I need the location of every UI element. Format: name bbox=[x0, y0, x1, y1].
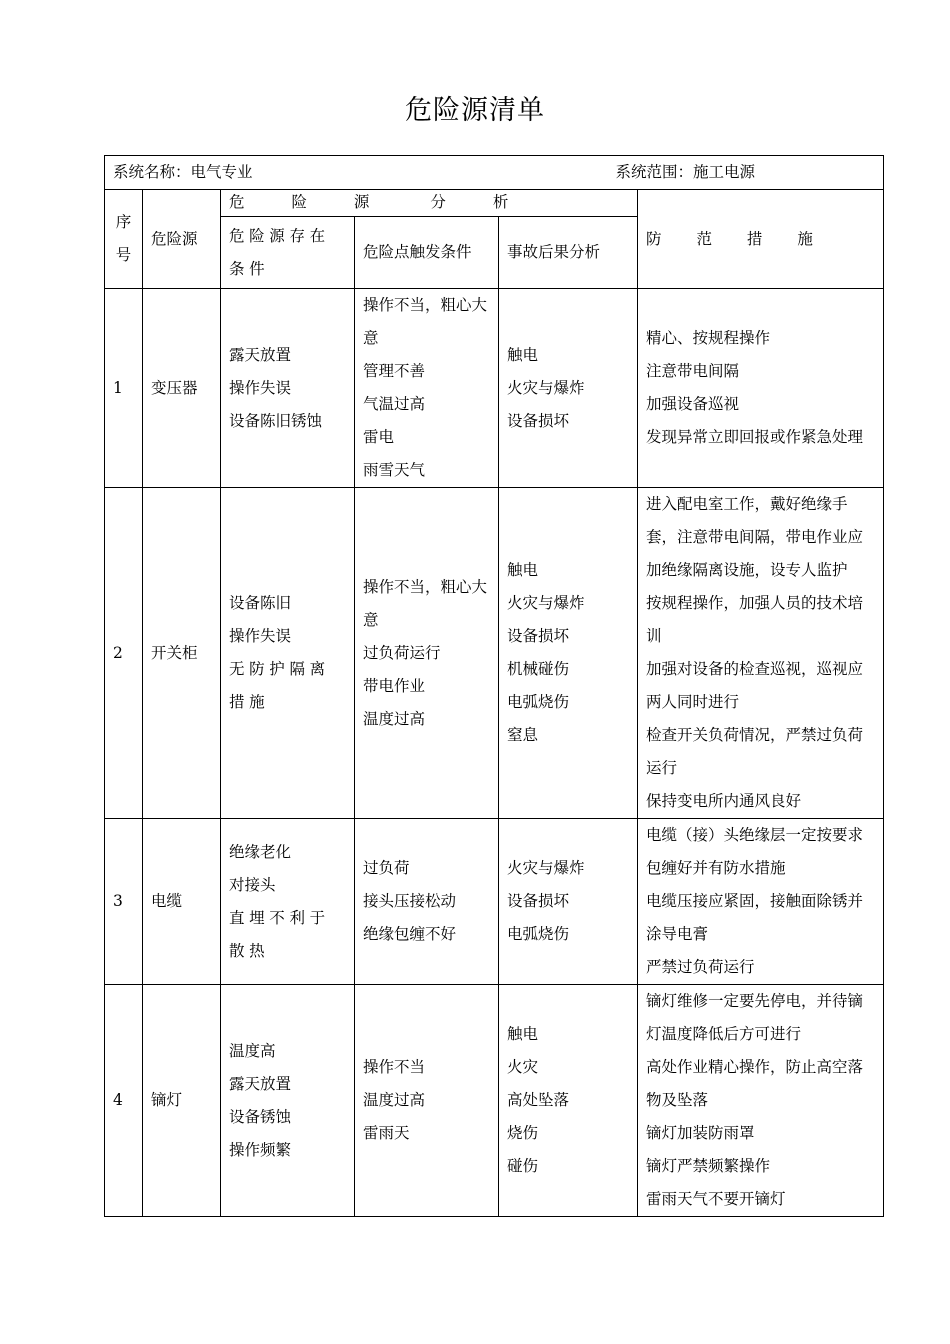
row-measures bbox=[638, 985, 884, 1217]
measure-item: 按规程操作，加强人员的技术培训 bbox=[646, 594, 864, 645]
row-hazard: 变压器 bbox=[143, 289, 221, 488]
row-measures bbox=[638, 488, 884, 819]
consequence-item: 火灾与爆炸 bbox=[507, 378, 585, 397]
measure-item: 高处作业精心操作，防止高空落物及坠落 bbox=[646, 1058, 864, 1109]
consequence-item: 火灾与爆炸 bbox=[507, 594, 585, 612]
consequence-item: 电弧烧伤 bbox=[507, 925, 570, 943]
header-consequence: 事故后果分析 bbox=[499, 217, 638, 289]
measure-item: 镝灯严禁频繁操作 bbox=[646, 1157, 771, 1175]
header-measures-0: 防 bbox=[646, 229, 662, 248]
condition-item: 操作频繁 bbox=[229, 1140, 292, 1159]
row-conditions bbox=[221, 819, 355, 985]
trigger-item: 操作不当，粗心大意 bbox=[363, 296, 488, 347]
trigger-item: 雷雨天 bbox=[363, 1124, 410, 1142]
measure-item: 电缆压接应紧固，接触面除锈并涂导电膏 bbox=[646, 892, 864, 943]
header-analysis-1: 险 bbox=[291, 193, 307, 211]
row-triggers bbox=[355, 289, 499, 488]
hazard-table bbox=[104, 155, 884, 1217]
consequence-item: 烧伤 bbox=[507, 1124, 539, 1142]
condition-item: 直埋不利于散热 bbox=[229, 908, 330, 960]
header-seq-1: 序 bbox=[115, 213, 132, 231]
row-conditions bbox=[221, 985, 355, 1217]
row-consequences bbox=[499, 985, 638, 1217]
trigger-item: 温度过高 bbox=[363, 1091, 426, 1109]
measure-item: 雷雨天气不要开镝灯 bbox=[646, 1190, 786, 1208]
consequence-item: 电弧烧伤 bbox=[507, 693, 570, 711]
measure-item: 检查开关负荷情况，严禁过负荷运行 bbox=[646, 726, 864, 777]
trigger-item: 管理不善 bbox=[363, 362, 426, 380]
trigger-item: 过负荷 bbox=[363, 859, 410, 877]
header-seq-2: 号 bbox=[115, 246, 132, 264]
condition-item: 无防护隔离措施 bbox=[229, 660, 330, 711]
measure-item: 加强对设备的检查巡视，巡视应两人同时进行 bbox=[646, 660, 864, 711]
header-trigger: 危险点触发条件 bbox=[355, 217, 499, 289]
trigger-item: 气温过高 bbox=[363, 395, 426, 413]
trigger-item: 绝缘包缠不好 bbox=[363, 925, 457, 943]
measure-item: 进入配电室工作，戴好绝缘手套，注意带电间隔，带电作业应加绝缘隔离设施，设专人监护 bbox=[646, 495, 864, 579]
row-seq: 1 bbox=[105, 289, 143, 488]
header-measures-3: 施 bbox=[797, 229, 813, 248]
condition-item: 温度高 bbox=[229, 1041, 276, 1060]
consequence-item: 机械碰伤 bbox=[507, 660, 570, 678]
consequence-item: 碰伤 bbox=[507, 1157, 539, 1175]
row-triggers bbox=[355, 819, 499, 985]
condition-item: 设备锈蚀 bbox=[229, 1107, 292, 1126]
header-analysis-4: 析 bbox=[492, 193, 509, 211]
condition-item: 设备陈旧 bbox=[229, 594, 292, 612]
header-analysis-2: 源 bbox=[353, 193, 370, 211]
row-triggers bbox=[355, 985, 499, 1217]
header-measures-1: 范 bbox=[696, 229, 712, 248]
consequence-item: 设备损坏 bbox=[507, 627, 570, 645]
consequence-item: 高处坠落 bbox=[507, 1091, 570, 1109]
row-measures bbox=[638, 289, 884, 488]
measure-item: 保持变电所内通风良好 bbox=[646, 792, 802, 810]
table-row bbox=[105, 289, 884, 488]
condition-item: 操作失误 bbox=[229, 378, 292, 397]
trigger-item: 接头压接松动 bbox=[363, 892, 457, 910]
header-analysis-3: 分 bbox=[430, 193, 446, 211]
header-measures-2: 措 bbox=[746, 229, 763, 248]
measure-item: 精心、按规程操作 bbox=[646, 329, 771, 347]
consequence-item: 火灾 bbox=[507, 1058, 539, 1076]
page-title: 危险源清单 bbox=[405, 95, 545, 126]
header-condition: 危险源存在条件 bbox=[229, 226, 330, 278]
row-conditions bbox=[221, 488, 355, 819]
condition-item: 设备陈旧锈蚀 bbox=[229, 411, 323, 430]
system-scope: 系统范围：施工电源 bbox=[615, 163, 756, 181]
consequence-item: 设备损坏 bbox=[507, 411, 570, 430]
table-row bbox=[105, 819, 884, 985]
row-hazard: 镝灯 bbox=[143, 985, 221, 1217]
measure-item: 电缆（接）头绝缘层一定按要求包缠好并有防水措施 bbox=[646, 826, 864, 877]
system-name: 系统名称：电气专业 bbox=[113, 163, 253, 181]
header-seq bbox=[105, 190, 143, 289]
condition-item: 操作失误 bbox=[229, 627, 292, 645]
row-hazard: 开关柜 bbox=[143, 488, 221, 819]
trigger-item: 雷电 bbox=[363, 428, 395, 446]
measure-item: 发现异常立即回报或作紧急处理 bbox=[646, 428, 864, 446]
table-row bbox=[105, 488, 884, 819]
header-hazard: 危险源 bbox=[143, 190, 221, 289]
row-hazard: 电缆 bbox=[143, 819, 221, 985]
header-analysis bbox=[221, 190, 638, 217]
table-row bbox=[105, 985, 884, 1217]
row-consequences bbox=[499, 819, 638, 985]
system-info-row bbox=[105, 156, 884, 190]
measure-item: 镝灯维修一定要先停电，并待镝灯温度降低后方可进行 bbox=[646, 992, 864, 1043]
measure-item: 严禁过负荷运行 bbox=[646, 958, 755, 976]
condition-item: 露天放置 bbox=[229, 345, 292, 364]
row-seq: 4 bbox=[105, 985, 143, 1217]
trigger-item: 带电作业 bbox=[363, 676, 426, 695]
consequence-item: 窒息 bbox=[507, 726, 539, 744]
consequence-item: 设备损坏 bbox=[507, 892, 570, 910]
measure-item: 加强设备巡视 bbox=[646, 395, 740, 413]
row-triggers bbox=[355, 488, 499, 819]
condition-item: 露天放置 bbox=[229, 1074, 292, 1093]
consequence-item: 触电 bbox=[507, 345, 539, 364]
trigger-item: 雨雪天气 bbox=[363, 461, 426, 479]
trigger-item: 操作不当，粗心大意 bbox=[363, 577, 488, 629]
row-conditions bbox=[221, 289, 355, 488]
measure-item: 镝灯加装防雨罩 bbox=[646, 1124, 755, 1142]
header-row-1 bbox=[105, 190, 884, 217]
row-consequences bbox=[499, 289, 638, 488]
row-seq: 2 bbox=[105, 488, 143, 819]
trigger-item: 过负荷运行 bbox=[363, 643, 441, 662]
row-measures bbox=[638, 819, 884, 985]
row-consequences bbox=[499, 488, 638, 819]
header-measures bbox=[638, 190, 884, 289]
header-analysis-0: 危 bbox=[229, 193, 245, 211]
measure-item: 注意带电间隔 bbox=[646, 362, 740, 380]
consequence-item: 触电 bbox=[507, 561, 539, 579]
condition-item: 绝缘老化 bbox=[229, 842, 292, 861]
trigger-item: 操作不当 bbox=[363, 1058, 426, 1076]
consequence-item: 触电 bbox=[507, 1025, 539, 1043]
consequence-item: 火灾与爆炸 bbox=[507, 859, 585, 877]
trigger-item: 温度过高 bbox=[363, 709, 426, 728]
condition-item: 对接头 bbox=[229, 875, 276, 894]
row-seq: 3 bbox=[105, 819, 143, 985]
